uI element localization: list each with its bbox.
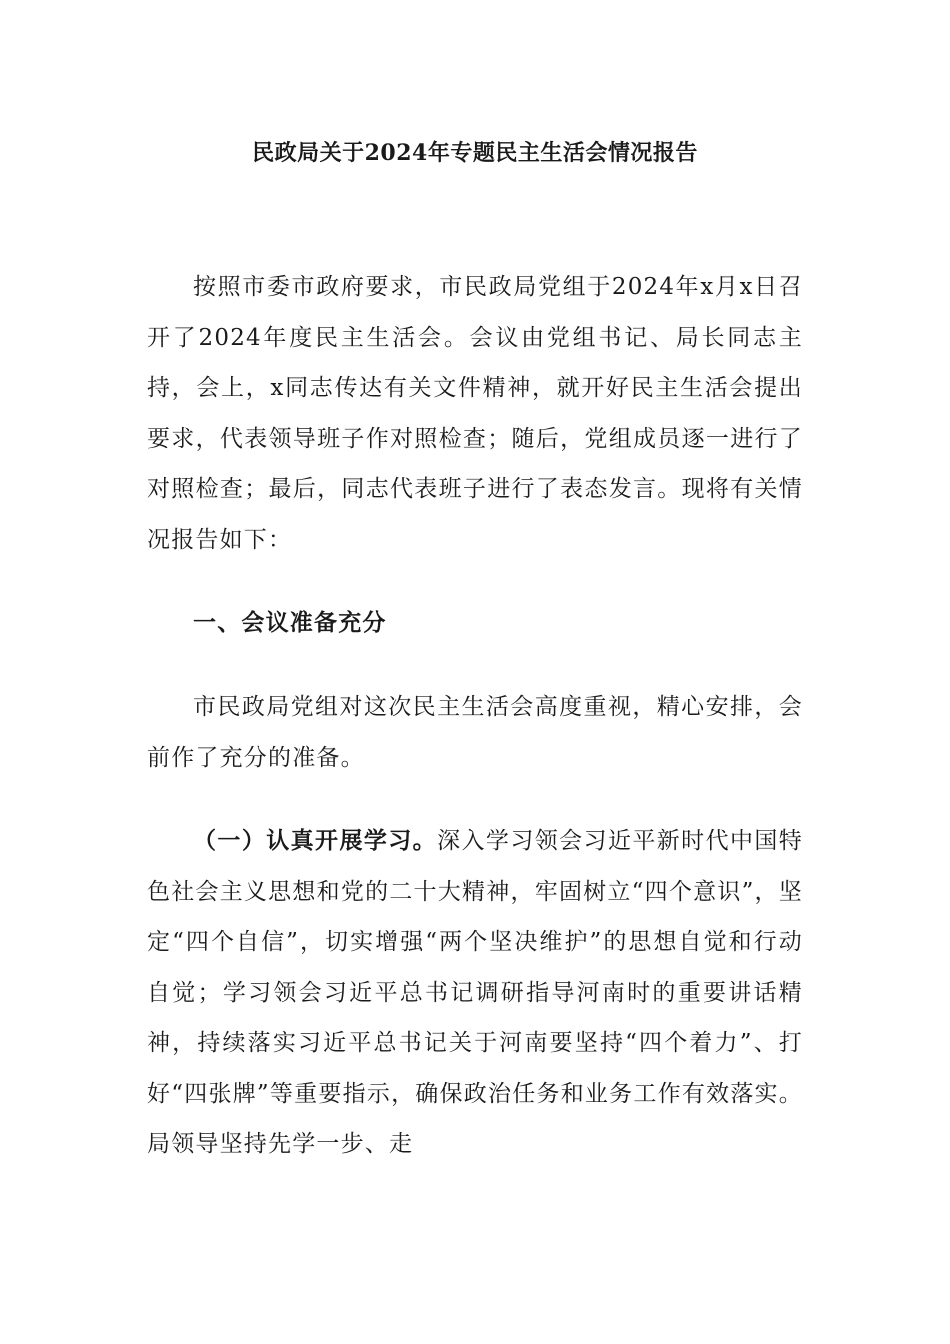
document-title: 民政局关于2024年专题民主生活会情况报告 [252,140,698,166]
subsection-1-paragraph [147,816,803,1170]
subsection-1-body: 深入学习领会习近平新时代中国特色社会主义思想和党的二十大精神，牢固树立“四个意识”，坚定“四个自信”，切实增强“两个坚决维护”的思想自觉和行动自觉；学习领会习近平总书记调研指导河南时的重要讲话精神，持续落实习近平总书记关于河南要坚持“四个着力”、打好“四张牌”等重要指示，确保政治任务和业务工作有效落实。局领导坚持先学一步、走 [147,828,804,1157]
section-1-paragraph: 市民政局党组对这次民主生活会高度重视，精心安排，会前作了充分的准备。 [147,694,803,771]
intro-paragraph: 按照市委市政府要求，市民政局党组于2024年x月x日召开了2024年度民主生活会。会议由党组书记、局长同志主持，会上，x同志传达有关文件精神，就开好民主生活会提出要求，代表领导班子作对照检查；随后，党组成员逐一进行了对照检查；最后，同志代表班子进行了表态发言。现将有关情况报告如下： [147,274,803,553]
section-heading-1: 一、会议准备充分 [193,609,387,636]
subsection-1-lead: （一）认真开展学习。 [193,827,438,854]
